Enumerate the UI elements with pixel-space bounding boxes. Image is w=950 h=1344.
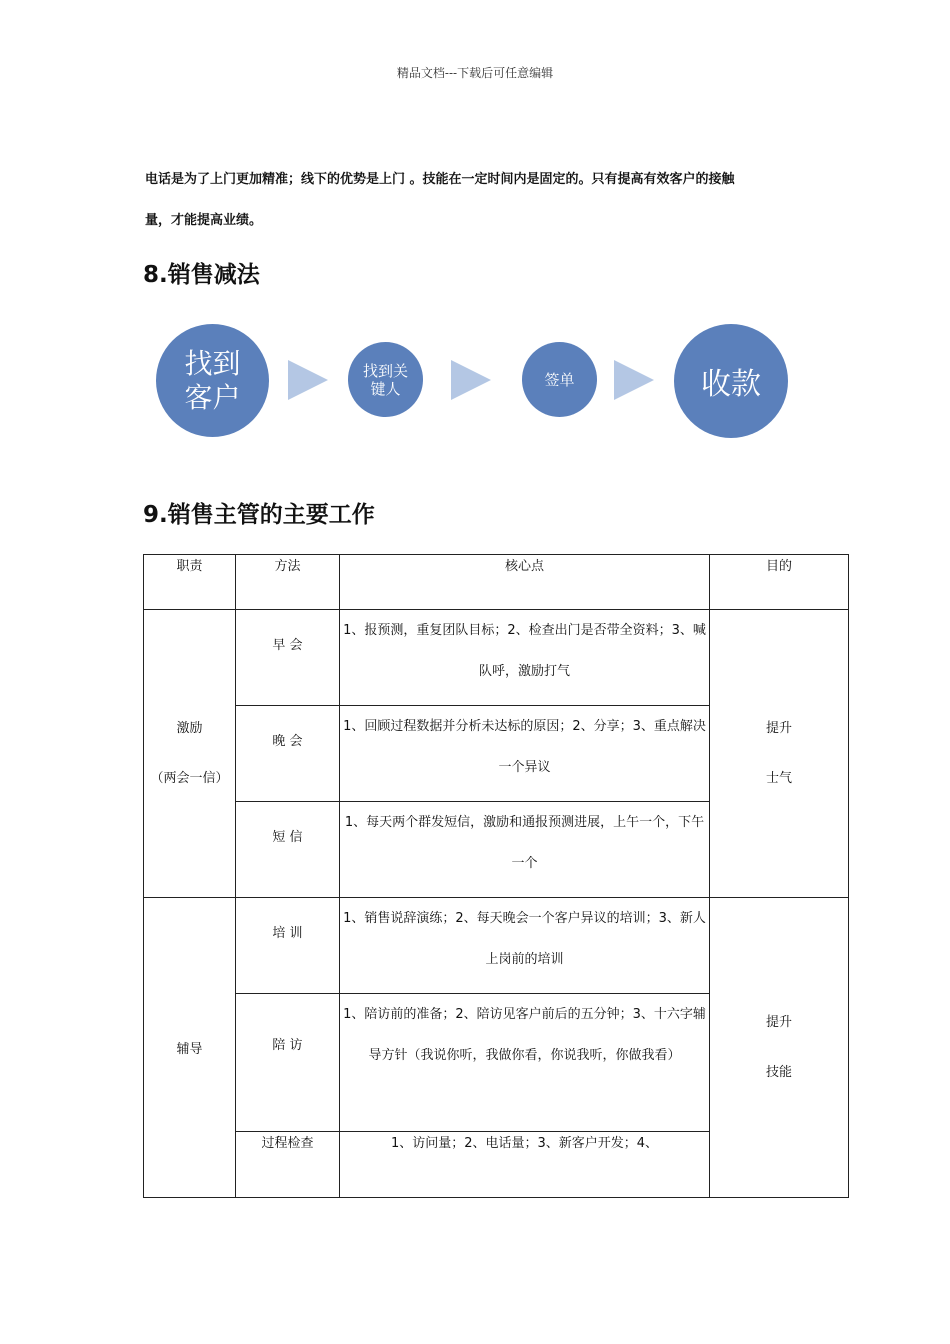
table-header-row: [144, 555, 849, 610]
method-cell: 陪 访: [236, 994, 340, 1132]
flow-step-sign: [522, 342, 597, 417]
goal-skills-line1: 提升: [765, 1014, 792, 1030]
flow-step-find-customer: [156, 324, 269, 437]
flow-step-3-label: 签单: [544, 371, 575, 389]
core-cell: 1、报预测，重复团队目标；2、检查出门是否带全资料；3、喊队呼，激励打气: [340, 610, 710, 706]
header-method: 方法: [236, 555, 340, 610]
table-row: [144, 610, 849, 706]
header-duty: 职责: [144, 555, 236, 610]
goal-morale-line1: 提升: [765, 720, 792, 736]
intro-line-2: 量，才能提高业绩。: [145, 213, 263, 228]
page-header: 精品文档---下载后可任意编辑: [396, 66, 554, 80]
flow-step-2-line2: 键人: [370, 379, 401, 398]
core-cell: 1、每天两个群发短信，激励和通报预测进展，上午一个，下午一个: [340, 802, 710, 898]
method-cell: 短 信: [236, 802, 340, 898]
flow-arrow-3: [614, 360, 654, 400]
goal-morale: [710, 610, 849, 898]
flow-step-1-line1: 找到: [184, 346, 241, 380]
header-core: 核心点: [340, 555, 710, 610]
method-cell: 培 训: [236, 898, 340, 994]
duty-motivation: [144, 610, 236, 898]
intro-line-1: 电话是为了上门更加精准；线下的优势是上门 。技能在一定时间内是固定的。只有提高有效客户的接触: [145, 172, 735, 187]
flow-step-2-line1: 找到关: [362, 361, 408, 380]
table-row: [144, 898, 849, 994]
core-cell: 1、陪访前的准备；2、陪访见客户前后的五分钟；3、十六字辅导方针（我说你听，我做你看，你说我听，你做我看）: [340, 994, 710, 1132]
flow-step-4-label: 收款: [701, 367, 761, 402]
duty-motivation-line2: （两会一信）: [150, 770, 229, 786]
flow-arrow-1: [288, 360, 328, 400]
flow-step-find-key-person: [348, 342, 423, 417]
method-cell: 晚 会: [236, 706, 340, 802]
supervisor-duty-table: [143, 554, 849, 1198]
flow-step-1-line2: 客户: [184, 380, 241, 414]
duty-motivation-line1: 激励: [176, 720, 203, 736]
method-cell: 早 会: [236, 610, 340, 706]
section-9-title: 9.销售主管的主要工作: [143, 502, 375, 528]
sales-flow-diagram: [140, 318, 810, 443]
method-cell: 过程检查: [236, 1132, 340, 1198]
section-8-title: 8.销售减法: [143, 262, 260, 288]
goal-skills: [710, 898, 849, 1198]
core-cell: 1、访问量；2、电话量；3、新客户开发；4、: [340, 1132, 710, 1198]
flow-arrow-2: [451, 360, 491, 400]
core-cell: 1、销售说辞演练；2、每天晚会一个客户异议的培训；3、新人上岗前的培训: [340, 898, 710, 994]
header-goal: 目的: [710, 555, 849, 610]
duty-coaching: 辅导: [144, 898, 236, 1198]
goal-morale-line2: 士气: [765, 770, 792, 786]
goal-skills-line2: 技能: [765, 1064, 792, 1080]
flow-step-collect-payment: [674, 324, 788, 438]
core-cell: 1、回顾过程数据并分析未达标的原因；2、分享；3、重点解决一个异议: [340, 706, 710, 802]
